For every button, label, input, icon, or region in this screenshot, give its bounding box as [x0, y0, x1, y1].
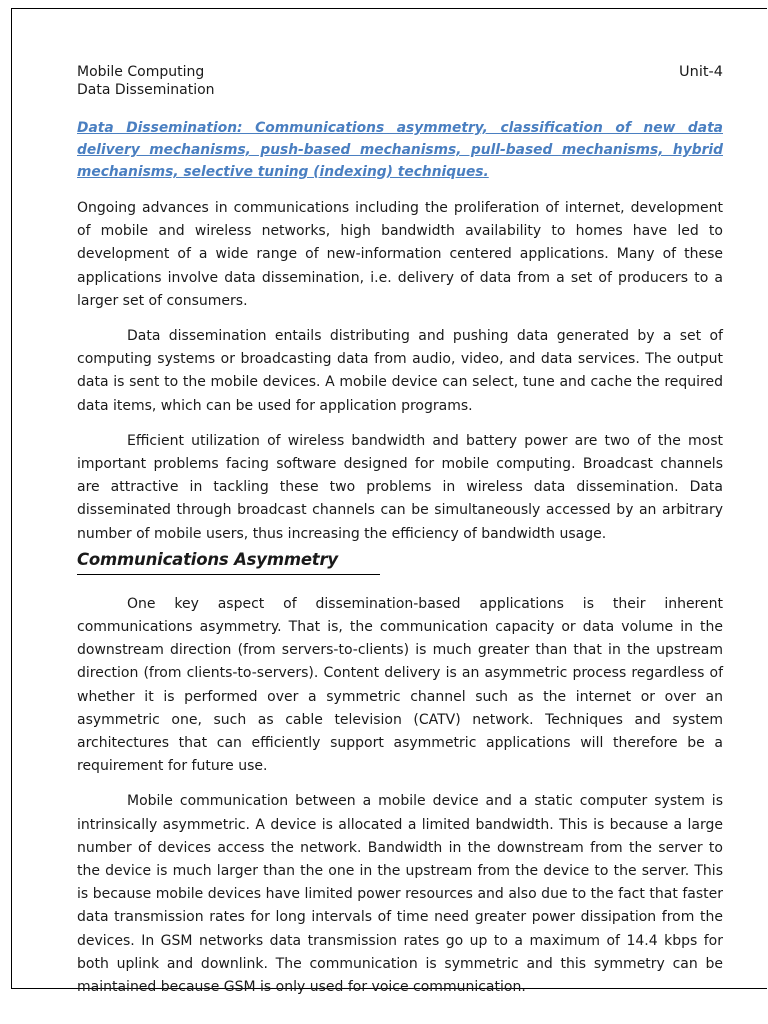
- document-body: [77, 63, 723, 999]
- paragraph-intro: Ongoing advances in communications including the proliferation of internet, development of mobile and wireless networks, high bandwidth availability to homes have led to development of a wide range of new-information centered applications. Many of these applications involve data dissemination, i.e. delivery of data from a set of producers to a larger set of consumers.: [77, 200, 723, 309]
- section-heading: Communications Asymmetry: [77, 548, 380, 575]
- paragraph-bandwidth: Efficient utilization of wireless bandwidth and battery power are two of the most important problems facing software designed for mobile computing. Broadcast channels are attractive in tackling these two problems in wireless data dissemination. Data disseminated through broadcast channels can be simultaneously accessed by an arbitrary number of mobile users, thus increasing the efficiency of bandwidth usage.: [77, 432, 723, 542]
- paragraph-asymmetry: One key aspect of dissemination-based applications is their inherent communications asymmetry. That is, the communication capacity or data volume in the downstream direction (from servers-to-clients) is much greater than that in the upstream direction (from clients-to-servers). Content delivery is an asymmetric process regardless of whether it is performed over a symmetric channel such as the internet or over an asymmetric one, such as cable television (CATV) network. Techniques and system architectures that can efficiently support asymmetric applications will therefore be a requirement for future use.: [77, 595, 723, 775]
- syllabus-topics-link[interactable]: Data Dissemination: Communications asymmetry, classification of new data delivery mechanisms, push-based mechanisms, pull-based mechanisms, hybrid mechanisms, selective tuning (indexing) techniques.: [77, 120, 723, 180]
- page-header: [77, 63, 723, 99]
- header-left: [77, 63, 215, 99]
- paragraph-dissemination: Data dissemination entails distributing and pushing data generated by a set of computing systems or broadcasting data from audio, video, and data services. The output data is sent to the mobile devices. A mobile device can select, tune and cache the required data items, which can be used for application programs.: [77, 328, 723, 414]
- unit-label: Unit-4: [679, 64, 723, 80]
- course-title: Mobile Computing: [77, 64, 205, 80]
- topic-title: Data Dissemination: [77, 82, 215, 98]
- paragraph-mobile-communication: Mobile communication between a mobile device and a static computer system is intrinsically asymmetric. A device is allocated a limited bandwidth. This is because a large number of devices access the network. Bandwidth in the downstream from the server to the device is much larger than the one in the upstream from the device to the server. This is because mobile devices have limited power resources and also due to the fact that faster data transmission rates for long intervals of time need greater power dissipation from the devices. In GSM networks data transmission rates go up to a maximum of 14.4 kbps for both uplink and downlink. The communication is symmetric and this symmetry can be maintained because GSM is only used for voice communication.: [77, 793, 723, 996]
